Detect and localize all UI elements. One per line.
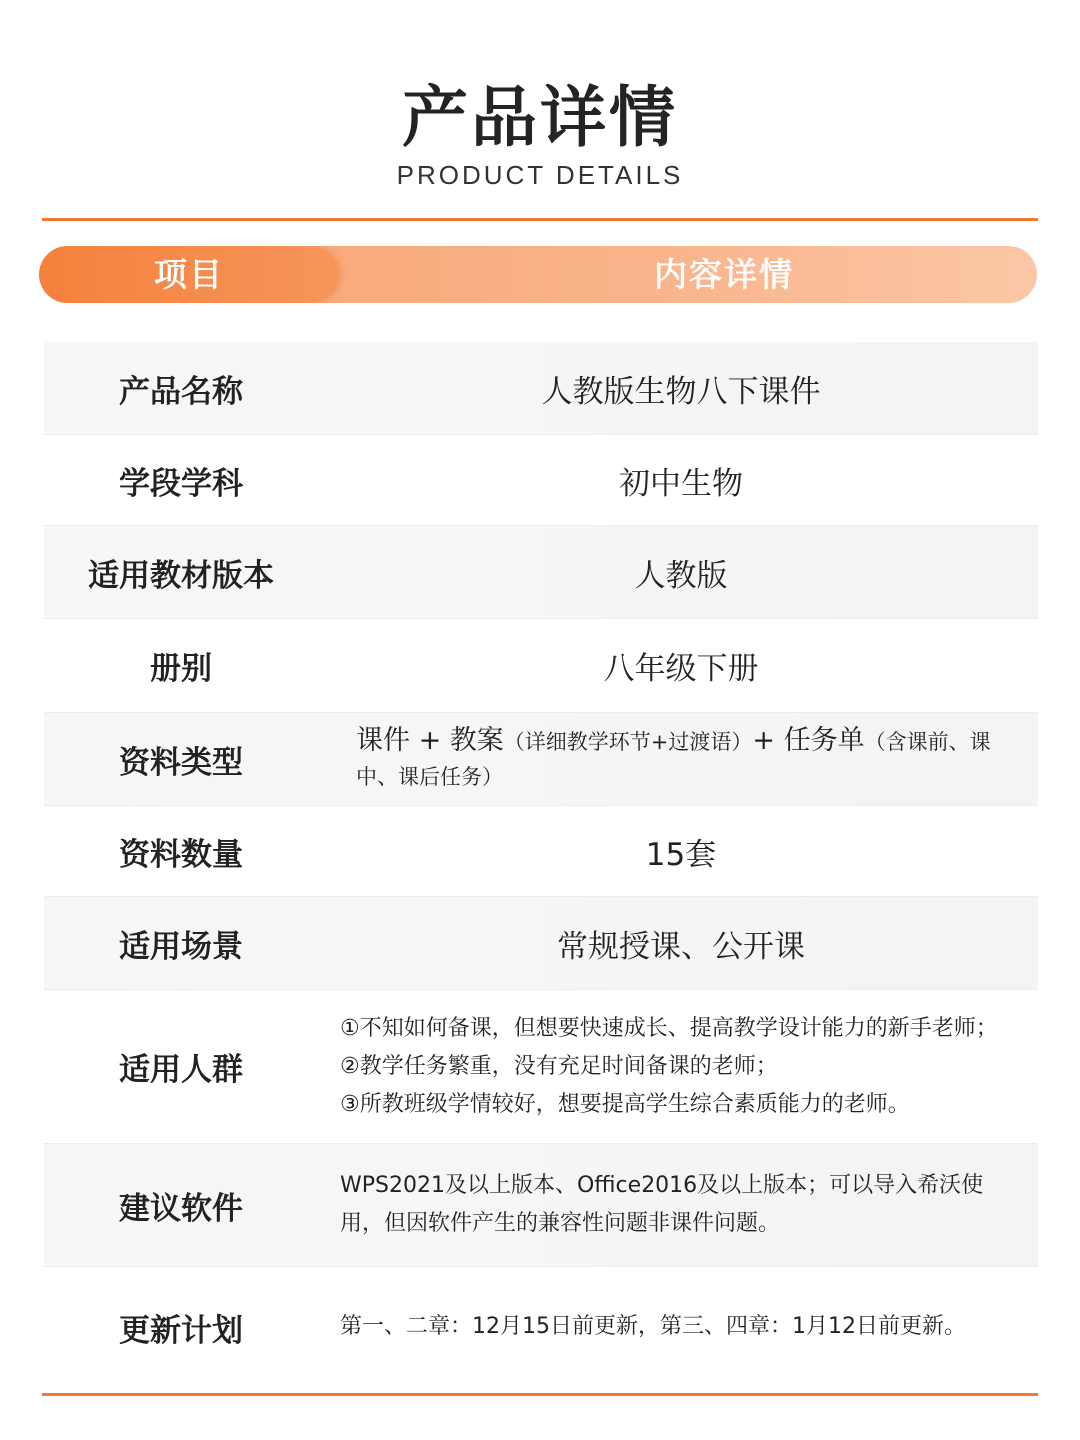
material-type-part-a: 课件 + 教案 — [356, 725, 504, 756]
bottom-divider — [42, 1393, 1038, 1396]
audience-list — [340, 1010, 998, 1124]
table-header-bar — [39, 246, 1037, 303]
table-row-product-name — [44, 342, 1038, 435]
row-label: 学段学科 — [119, 465, 243, 502]
row-value: 人教版 — [634, 557, 728, 594]
update-plan-text: 第一、二章：12月15日前更新，第三、四章：1月12日前更新。 — [340, 1314, 966, 1339]
row-value: 15套 — [645, 836, 717, 873]
row-label: 更新计划 — [119, 1312, 243, 1349]
table-row-update-plan — [44, 1267, 1038, 1387]
row-value — [340, 1144, 1022, 1266]
table-header-item-label: 项目 — [154, 255, 224, 294]
material-type-part-d: （含课前、课中、课后任务） — [356, 730, 991, 789]
table-row-audience — [44, 990, 1038, 1144]
row-value: 常规授课、公开课 — [557, 928, 805, 965]
list-item: ①不知如何备课，但想要快速成长、提高教学设计能力的新手老师； — [340, 1015, 998, 1041]
row-label: 资料类型 — [119, 744, 243, 781]
table-row-textbook-version — [44, 526, 1038, 619]
table-row-software — [44, 1144, 1038, 1267]
software-text: WPS2021及以上版本、Office2016及以上版本；可以导入希沃使用，但因软件产生的兼容性问题非课件问题。 — [340, 1173, 984, 1236]
table-row-material-type — [44, 713, 1038, 806]
material-type-part-b: （详细教学环节+过渡语） — [503, 730, 753, 754]
row-label: 资料数量 — [119, 836, 243, 873]
material-type-text — [356, 724, 1028, 794]
row-label: 产品名称 — [119, 373, 243, 410]
list-item: ③所教班级学情较好，想要提高学生综合素质能力的老师。 — [340, 1091, 910, 1117]
table-row-stage-subject — [44, 435, 1038, 526]
page-subtitle: PRODUCT DETAILS — [396, 160, 684, 190]
table-row-scenario — [44, 897, 1038, 990]
row-label: 适用人群 — [119, 1052, 243, 1088]
table-row-volume — [44, 619, 1038, 713]
row-label: 建议软件 — [119, 1190, 243, 1227]
row-value: 初中生物 — [619, 465, 743, 502]
top-divider — [42, 218, 1038, 221]
row-label: 适用场景 — [119, 928, 243, 965]
row-label: 适用教材版本 — [88, 557, 274, 594]
row-label: 册别 — [150, 651, 212, 687]
table-header-content-label: 内容详情 — [654, 255, 794, 294]
row-value — [356, 713, 1038, 805]
table-row-material-count — [44, 806, 1038, 897]
material-type-part-c: + 任务单 — [752, 725, 865, 756]
page-title: 产品详情 — [402, 79, 678, 156]
row-value — [340, 1267, 1022, 1387]
list-item: ②教学任务繁重，没有充足时间备课的老师； — [340, 1053, 778, 1079]
row-value: 八年级下册 — [603, 651, 759, 687]
row-value — [340, 990, 1022, 1143]
details-table — [44, 342, 1038, 1387]
row-value: 人教版生物八下课件 — [541, 373, 821, 410]
